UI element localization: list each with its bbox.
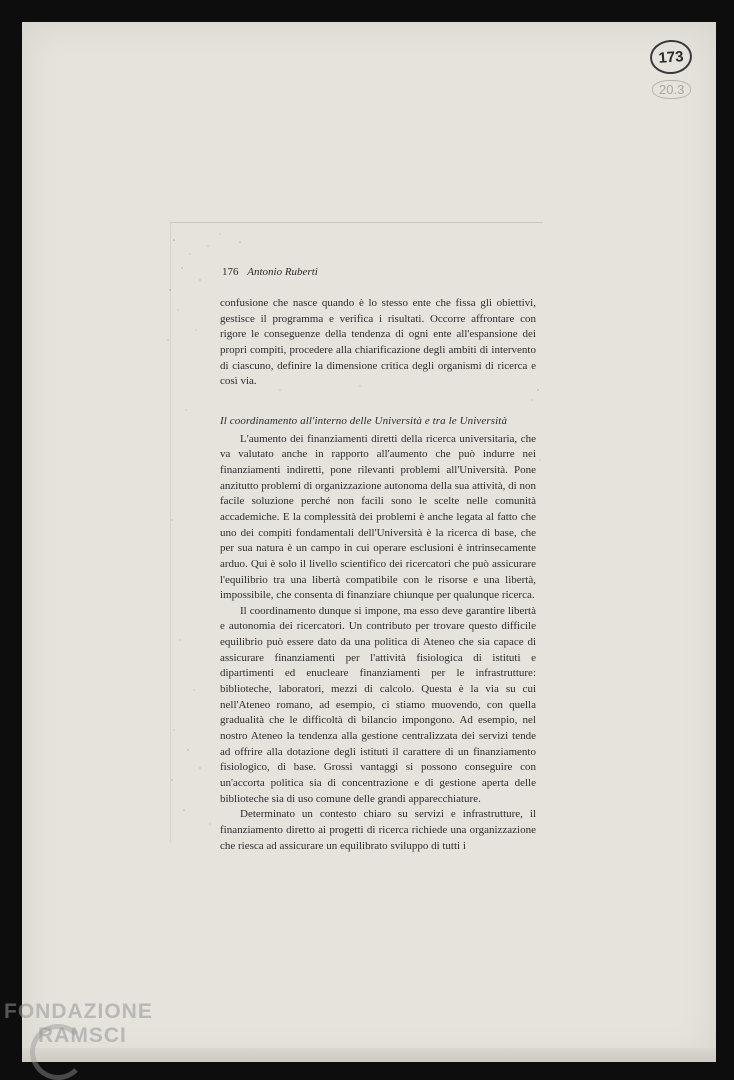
section-paragraph: L'aumento dei finanziamenti diretti della ricerca universitaria, che va valutato anche in rapporto all'aumento che può indurre nei finanziamenti indiretti, pone rilevanti problemi all'Università. Pone anzitutto problemi di organizzazione autonoma della sua attività, di non facile soluzione perché non facili sono le scelte nelle comunità accademiche. E la complessità dei problemi è anche legata al fatto che uno dei compiti fondamentali dell'Università è la ricerca di base, che per sua natura è un campo in cui operare esclusioni è intrinsecamente arduo. Qui è solo il livello scientifico dei ricercatori che può assicurare l'equilibrio tra una libertà compatibile con le risorse e una libertà, impossibile, che consenta di finanziare chiunque per qualunque ricerca.	[220, 432, 536, 602]
section-paragraph: Determinato un contesto chiaro su servizi e infrastrutture, il finanziamento diretto ai progetti di ricerca richiede una organizzazione che riesca ad assicurare un equilibrato sviluppo di tutti i	[220, 808, 536, 852]
paragraph-continuation: confusione che nasce quando è lo stesso ente che fissa gli obiettivi, gestisce il programma e verifica i risultati. Occorre affrontare con rigore le conseguenze della tendenza di ogni ente all'espansione dei propri compiti, procedere alla chiarificazione degli ambiti di intervento di ciascuno, definire la dimensione critica degli organismi di ricerca e così via.	[220, 297, 536, 388]
catalog-number-text: 173	[657, 47, 685, 67]
body-text	[220, 296, 536, 854]
watermark-line-2: RAMSCI	[38, 1024, 127, 1047]
page-number: 176	[222, 266, 239, 278]
section-paragraph: Il coordinamento dunque si impone, ma esso deve garantire libertà e autonomia dei ricercatori. Un contributo per trovare questo difficile equilibrio può essere dato da una politica di Ateneo che sia capace di assicurare finanziamenti per l'attività fisiologica di istituti e dipartimenti ed enucleare finanziamenti per le infrastrutture: biblioteche, laboratori, mezzi di calcolo. Questa è la via su cui nell'Ateneo romano, ad esempio, ci stiamo muovendo, con quella gradualità che le difficoltà di bilancio impongono. Ad esempio, nel nostro Ateneo la tendenza alla gestione centralizzata dei servizi tende ad offrire alla dotazione degli istituti il carattere di un finanziamento fisiologico, di base. Grossi vantaggi si possono conseguire con un'accorta politica sia di concentrazione e di gestione aperta delle biblioteche sia di uso comune delle grandi apparecchiature.	[220, 604, 536, 805]
watermark-line-1: FONDAZIONE	[4, 1000, 153, 1023]
section-heading: Il coordinamento all'interno delle Università e tra le Università	[220, 414, 508, 427]
faded-mark-text: 20.3	[659, 82, 685, 97]
author-name: Antonio Ruberti	[247, 266, 318, 278]
sheet-bottom-edge	[22, 1048, 716, 1062]
archive-watermark	[4, 1000, 153, 1048]
running-head	[222, 266, 318, 278]
archive-faded-mark	[652, 80, 691, 99]
